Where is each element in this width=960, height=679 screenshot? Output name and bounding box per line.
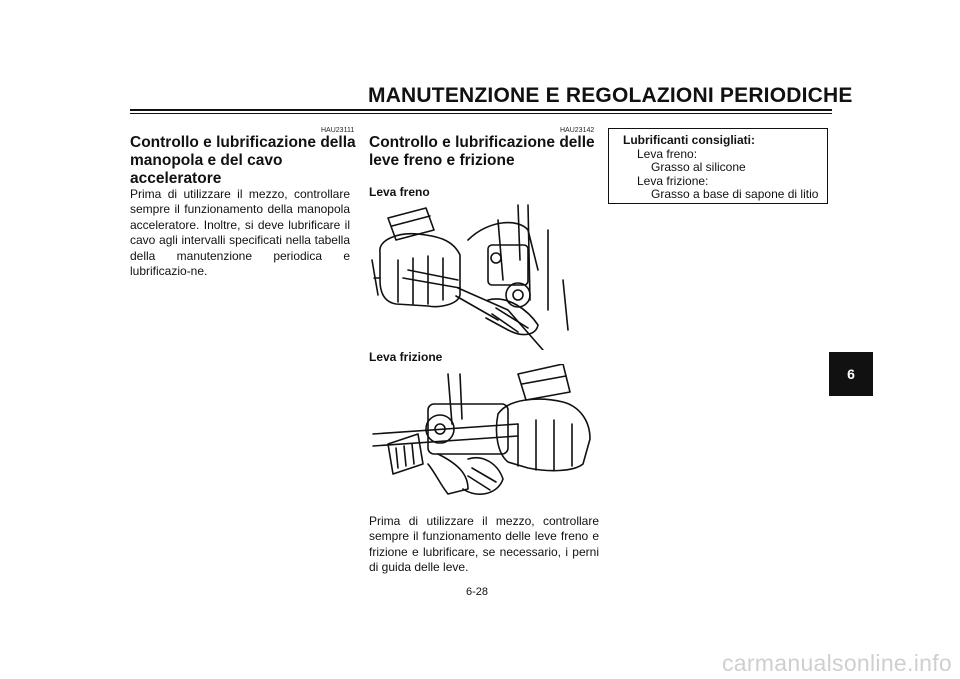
clutch-lever-illustration [368, 364, 600, 504]
clutch-lubricant-value: Grasso a base di sapone di litio [651, 187, 819, 201]
section-code-levers: HAU23142 [560, 127, 595, 134]
page-number: 6-28 [466, 586, 489, 598]
brake-lever-illustration [368, 200, 600, 350]
lubricants-title: Lubrificanti consigliati: [623, 133, 756, 147]
heading-line: manopola e del cavo [130, 152, 283, 169]
heading-line: leve freno e frizione [369, 152, 515, 169]
clutch-lubricant-label: Leva frizione: [637, 173, 709, 188]
heading-line: acceleratore [130, 170, 222, 187]
page-header-title: MANUTENZIONE E REGOLAZIONI PERIODICHE [368, 84, 853, 107]
chapter-tab: 6 [829, 352, 873, 396]
caption-brake-lever: Leva freno [369, 185, 430, 199]
throttle-section-heading [130, 134, 360, 188]
heading-line: Controllo e lubrificazione della [130, 134, 356, 151]
lubricants-box [608, 128, 828, 204]
watermark: carmanualsonline.info [721, 650, 952, 676]
levers-section-heading [369, 134, 599, 170]
levers-paragraph: Prima di utilizzare il mezzo, controllare sempre il funzionamento delle leve freno e frizione e lubrificare, se necessario, i perni di guida delle leve. [369, 514, 599, 575]
brake-lubricant-label: Leva freno: [637, 146, 698, 161]
throttle-paragraph: Prima di utilizzare il mezzo, controllare sempre il funzionamento della manopola acceleratore. Inoltre, si deve lubrificare il cavo agli intervalli specificati nella tabella della manutenzione periodica e lubrificazio-ne. [130, 187, 350, 279]
header-rule-thin [130, 113, 832, 114]
section-code-throttle: HAU23111 [321, 127, 355, 134]
heading-line: Controllo e lubrificazione delle [369, 134, 595, 151]
brake-lubricant-value: Grasso al silicone [651, 160, 746, 174]
caption-clutch-lever: Leva frizione [369, 350, 443, 364]
header-rule-thick [130, 109, 832, 111]
